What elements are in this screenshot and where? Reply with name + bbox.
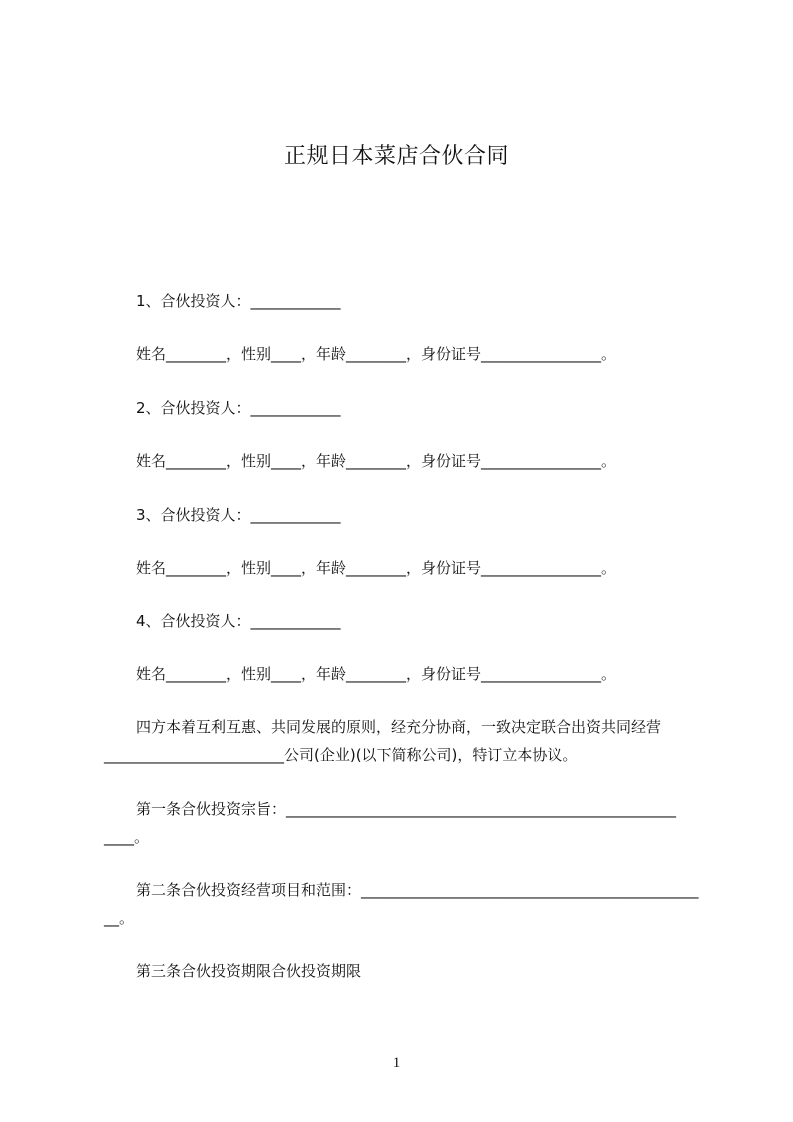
page-number: 1: [392, 1055, 401, 1071]
partner-2-details: 姓名________，性别____，年龄________，身份证号________________。: [136, 452, 617, 470]
article-1-line-1: 第一条合伙投资宗旨：____________________________________________________: [136, 800, 677, 818]
intro-paragraph-line-2: ________________________公司(企业)(以下简称公司)，特订立本协议。: [104, 746, 578, 764]
intro-paragraph-line-1: 四方本着互利互惠、共同发展的原则，经充分协商，一致决定联合出资共同经营: [136, 718, 662, 736]
partner-3-details: 姓名________，性别____，年龄________，身份证号________________。: [136, 559, 617, 577]
partner-4-details: 姓名________，性别____，年龄________，身份证号________________。: [136, 665, 617, 683]
article-2-line-2: __。: [104, 909, 135, 927]
partner-1-details: 姓名________，性别____，年龄________，身份证号________________。: [136, 345, 617, 363]
partner-4-heading: 4、合伙投资人：____________: [136, 612, 341, 630]
partner-1-heading: 1、合伙投资人：____________: [136, 292, 341, 310]
article-3-line-1: 第三条合伙投资期限合伙投资期限: [136, 962, 362, 980]
partner-3-heading: 3、合伙投资人：____________: [136, 506, 341, 524]
article-1-line-2: ____。: [104, 828, 150, 846]
partner-2-heading: 2、合伙投资人：____________: [136, 399, 341, 417]
article-2-line-1: 第二条合伙投资经营项目和范围：_____________________________________________: [136, 881, 699, 899]
document-title: 正规日本菜店合伙合同: [283, 144, 509, 169]
